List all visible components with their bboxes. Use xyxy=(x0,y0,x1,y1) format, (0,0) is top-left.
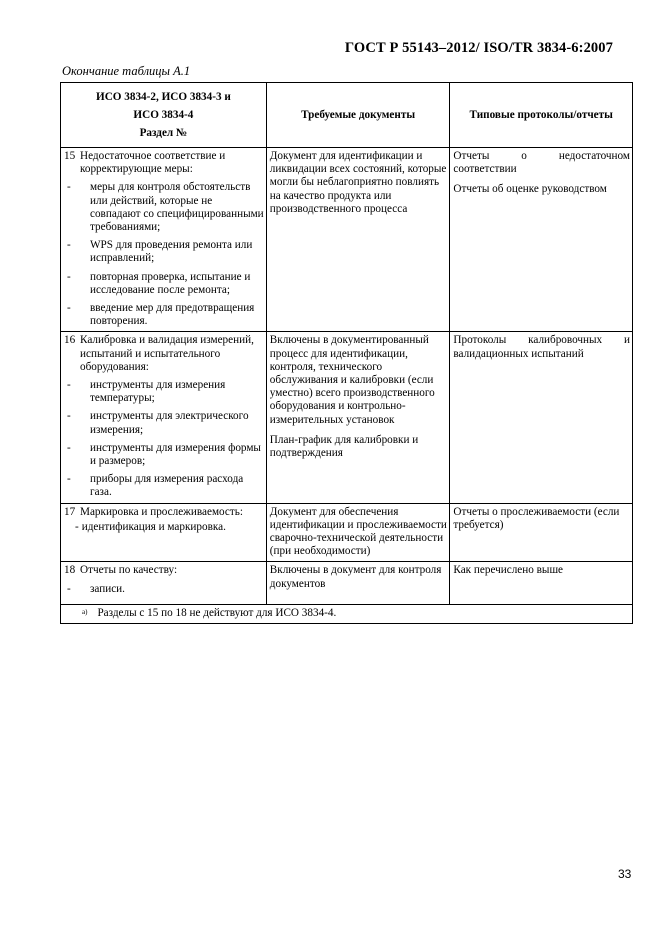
report-text: Отчеты о недостаточном соответствии xyxy=(453,150,630,176)
documents-cell xyxy=(266,148,450,332)
document-text: План-график для калибровки и подтверждения xyxy=(269,433,419,460)
footnote-text: Разделы с 15 по 18 не действуют для ИСО 3834-4. xyxy=(97,606,337,619)
documents-cell xyxy=(266,562,450,604)
list-item: повторная проверка, испытание и исследование после ремонта; xyxy=(90,270,251,296)
table-caption: Окончание таблицы А.1 xyxy=(62,64,191,78)
report-text: Отчеты об оценке руководством xyxy=(453,183,607,196)
reports-cell xyxy=(450,503,633,562)
section-cell: 17 Маркировка и прослеживаемость: - идентификация и маркировка. xyxy=(61,503,267,562)
document-text: Документ для идентификации и ликвидации всех состояний, которые могли бы неблагоприятно повлиять на качество продукта или производственного процесса xyxy=(269,150,447,215)
list-item: записи. xyxy=(90,582,125,595)
section-cell: 15 Недостаточное соответствие и корректирующие меры: - меры для контроля обстоятельств или действий, которые не совпадают со специфицированными требованиями; - WPS для проведения ремонта или исправлений; - повторная проверка, испытание и исследование после ремонта; - введение мер для предотвращения повторения. xyxy=(61,148,267,332)
table-header-row xyxy=(61,83,633,148)
reports-cell xyxy=(450,332,633,503)
section-number: 17 xyxy=(64,505,76,518)
list-item: WPS для проведения ремонта или исправлений; xyxy=(90,239,253,265)
list-item: инструменты для измерения температуры; xyxy=(90,379,226,405)
documents-cell xyxy=(266,503,450,562)
footnote-marker: а) xyxy=(82,607,88,616)
document-text: Включены в документ для контроля документов xyxy=(269,564,442,590)
footnote-row xyxy=(61,604,633,623)
section-title: Маркировка и прослеживаемость: xyxy=(80,505,243,518)
column-header-reports: Типовые протоколы/отчеты xyxy=(450,83,633,148)
section-title: Калибровка и валидация измерений, испытаний и испытательного оборудования: xyxy=(80,334,254,373)
section-number: 16 xyxy=(64,334,76,347)
report-text: Протоколы калибровочных и валидационных испытаний xyxy=(453,334,630,360)
section-title: Отчеты по качеству: xyxy=(80,564,178,577)
document-text: Включены в документированный процесс для идентификации, контроля, технического обслуживания и калибровки (если уместно) всего производственного оборудования и контрольно-измерительных установок xyxy=(269,334,435,426)
list-item: введение мер для предотвращения повторения. xyxy=(90,302,255,328)
reports-cell xyxy=(450,148,633,332)
table-row xyxy=(61,332,633,503)
section-number: 15 xyxy=(64,150,76,162)
reports-cell xyxy=(450,562,633,604)
table-row xyxy=(61,562,633,604)
report-text: Отчеты о прослеживаемости (если требуется) xyxy=(453,505,620,531)
footnote-cell xyxy=(61,604,633,623)
section-cell: 18 Отчеты по качеству: - записи. xyxy=(61,562,267,604)
report-text: Как перечислено выше xyxy=(453,564,564,577)
list-item: приборы для измерения расхода газа. xyxy=(90,473,244,499)
document-header: ГОСТ Р 55143–2012/ ISO/TR 3834-6:2007 xyxy=(344,40,613,56)
column-header-section: ИСО 3834-2, ИСО 3834-3 и ИСО 3834-4 Раздел № xyxy=(61,83,267,148)
list-item: инструменты для измерения формы и размеров; xyxy=(90,441,261,468)
table-row xyxy=(61,503,633,562)
page-number: 33 xyxy=(618,867,632,881)
documents-cell xyxy=(266,332,450,503)
column-header-documents: Требуемые документы xyxy=(266,83,450,148)
section-title: Недостаточное соответствие и корректирующие меры: xyxy=(80,150,226,176)
document-text: Документ для обеспечения идентификации и прослеживаемости сварочно-технической деятельности (при необходимости) xyxy=(269,505,447,558)
table-row xyxy=(61,148,633,332)
list-item: инструменты для электрического измерения; xyxy=(90,410,249,436)
list-item: меры для контроля обстоятельств или действий, которые не совпадают со специфицированными требованиями; xyxy=(90,181,264,234)
section-cell: 16 Калибровка и валидация измерений, испытаний и испытательного оборудования: - инструменты для измерения температуры; - инструменты для электрического измерения; - инструменты для измерения формы и размеров; - приборы для измерения расхода газа. xyxy=(61,332,267,503)
section-number: 18 xyxy=(64,564,76,577)
requirements-table xyxy=(60,82,633,624)
list-item: идентификация и маркировка. xyxy=(81,520,226,533)
